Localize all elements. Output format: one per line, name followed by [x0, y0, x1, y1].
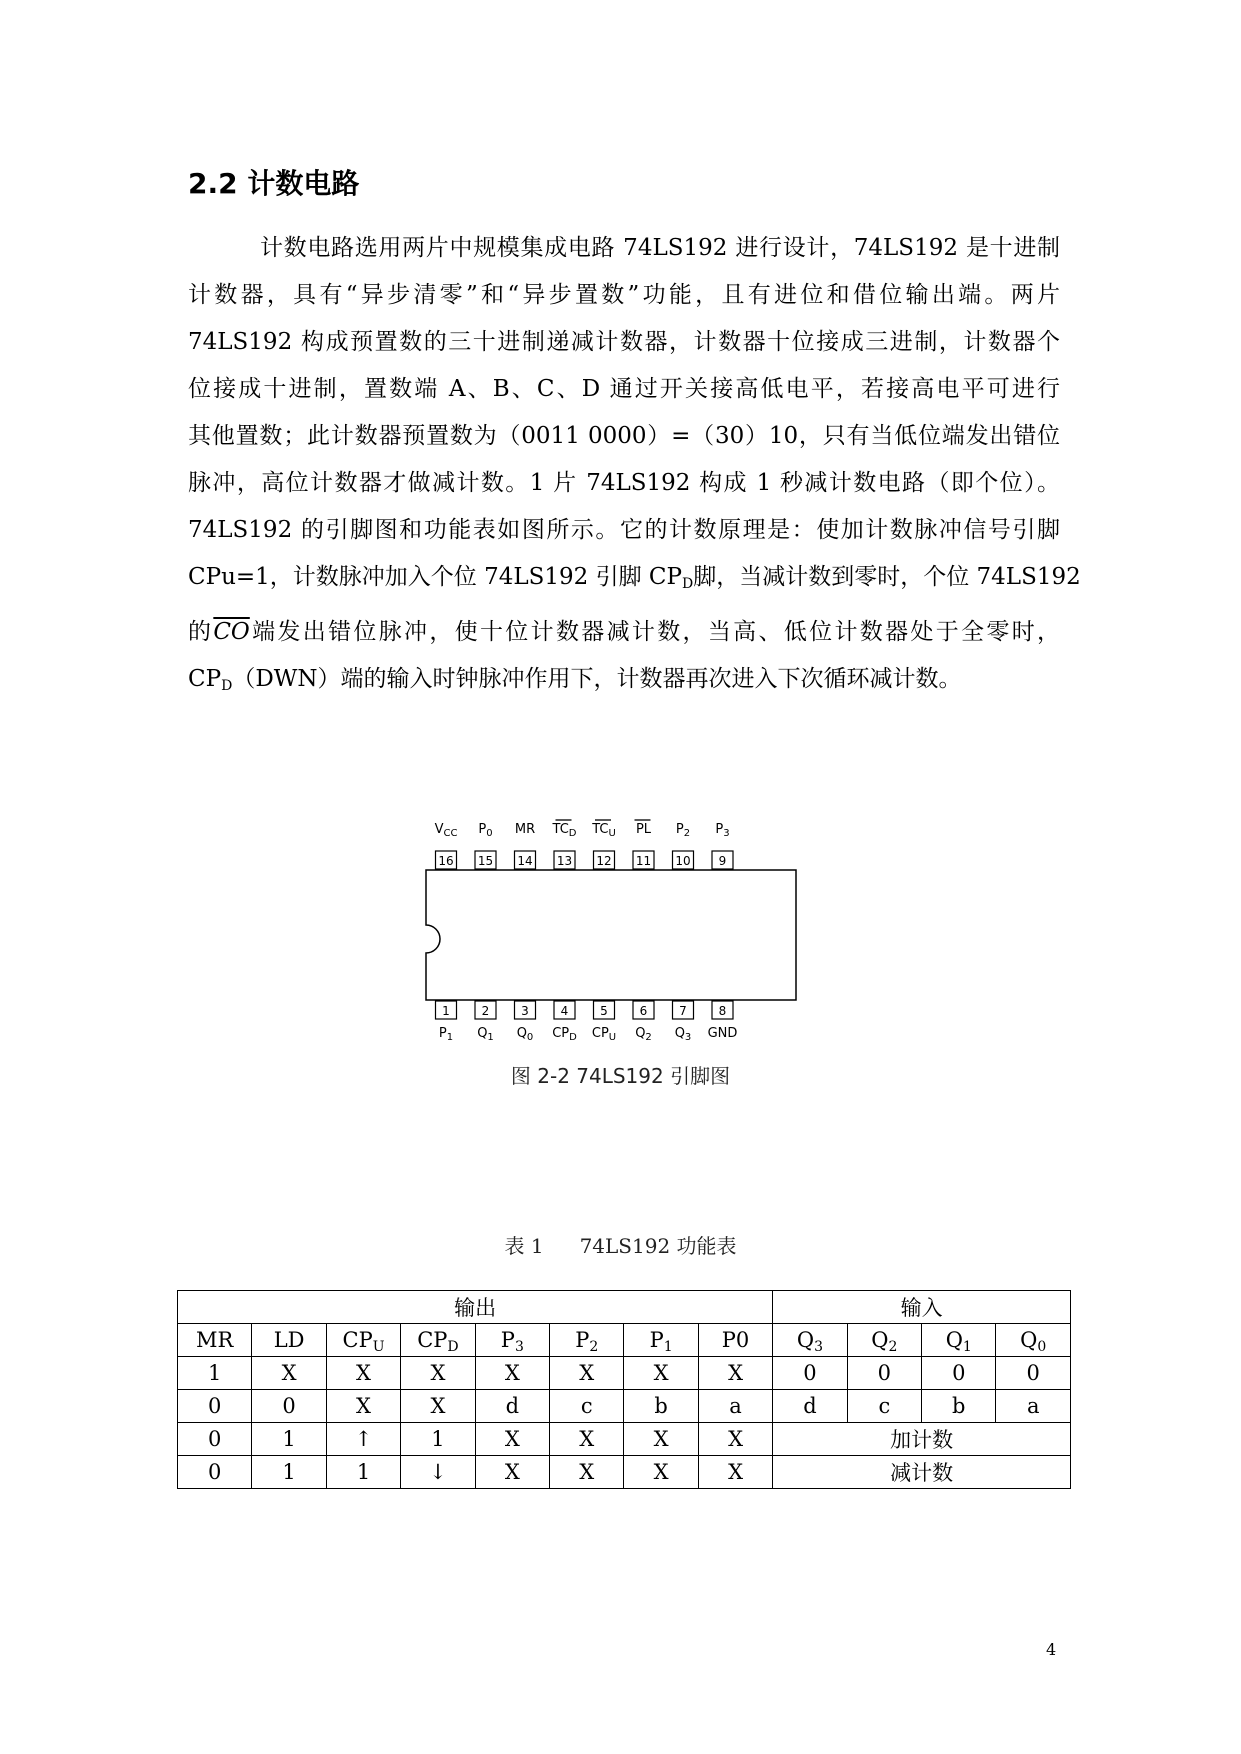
- column-header: $Q_3$: [773, 1324, 847, 1357]
- pin-label: $TC_D$: [552, 822, 577, 839]
- group-header-left: 输出: [178, 1291, 773, 1324]
- column-header: $Q_1$: [922, 1324, 996, 1357]
- table-cell: X: [252, 1357, 326, 1390]
- subscript: D: [447, 1339, 459, 1355]
- table-cell: 1: [252, 1423, 326, 1456]
- table-cell-merged: 减计数: [773, 1456, 1071, 1489]
- text-run: （DWN）端的输入时钟脉冲作用下，计数器再次进入下次循环减计数。: [232, 666, 962, 692]
- pin-number: 16: [438, 854, 454, 868]
- text-run: 脚，当减计数到零时，个位 74LS192: [693, 564, 1081, 590]
- pin-number: 4: [560, 1004, 569, 1018]
- text-run: 的: [188, 619, 214, 645]
- table-cell: 1: [252, 1456, 326, 1489]
- pin-number: 14: [517, 854, 533, 868]
- paragraph-line: 脉冲，高位计数器才做减计数。1 片 74LS192 构成 1 秒减计数电路（即个位）。: [188, 470, 1060, 496]
- table-cell: X: [550, 1423, 624, 1456]
- subscript: 2: [589, 1339, 599, 1355]
- co-overline-symbol: $\overline{CO}$: [213, 619, 250, 645]
- table-cell: X: [326, 1357, 400, 1390]
- subscript: 1: [962, 1339, 972, 1355]
- paragraph-line: 计数电路选用两片中规模集成电路 74LS192 进行设计，74LS192 是十进制: [260, 235, 1060, 261]
- chip-body: [426, 870, 796, 1000]
- table-row: [178, 1456, 1071, 1489]
- column-header: $Q_0$: [996, 1324, 1071, 1357]
- table-cell: X: [475, 1357, 549, 1390]
- subscript: 2: [888, 1339, 898, 1355]
- table-cell: d: [475, 1390, 549, 1423]
- table-cell: b: [624, 1390, 698, 1423]
- figure-caption: 图 2-2 74LS192 引脚图: [510, 1064, 731, 1088]
- table-cell: X: [475, 1423, 549, 1456]
- table-group-row: [178, 1291, 1071, 1324]
- table-cell: 0: [178, 1390, 252, 1423]
- column-header: P0: [698, 1324, 772, 1357]
- group-header-right: 输入: [773, 1291, 1071, 1324]
- column-header: MR: [178, 1324, 252, 1357]
- table-cell: X: [401, 1390, 475, 1423]
- pin-label: $Q_2$: [635, 1026, 652, 1043]
- table-cell: 0: [773, 1357, 847, 1390]
- table-cell: X: [401, 1357, 475, 1390]
- table-row: [178, 1390, 1071, 1423]
- table-cell: X: [326, 1390, 400, 1423]
- section-title: 2.2 计数电路: [188, 167, 360, 200]
- column-header: $P_3$: [475, 1324, 549, 1357]
- text-run: CP: [188, 666, 222, 692]
- pin-label: $CP_U$: [591, 1026, 617, 1043]
- text-run: CPu=1，计数脉冲加入个位 74LS192 引脚 CP: [188, 564, 682, 590]
- pinout-diagram: [420, 815, 820, 1045]
- paragraph-line: 其他置数；此计数器预置数为（0011 0000）=（30）10，只有当低位端发出错位: [188, 423, 1060, 449]
- pin-number: 5: [600, 1004, 608, 1018]
- table-cell: 1: [326, 1456, 400, 1489]
- table-caption: [0, 1230, 1241, 1259]
- table-header-row: [178, 1324, 1071, 1357]
- pin-label: GND: [707, 1026, 738, 1041]
- table-cell: 0: [922, 1357, 996, 1390]
- pin-number: 3: [521, 1004, 529, 1018]
- table-cell: X: [475, 1456, 549, 1489]
- column-header: LD: [252, 1324, 326, 1357]
- table-cell: ↓: [401, 1456, 475, 1489]
- subscript: 3: [514, 1339, 524, 1355]
- table-cell: 1: [178, 1357, 252, 1390]
- pin-number: 13: [556, 854, 573, 868]
- column-header: $CP_D$: [401, 1324, 475, 1357]
- pin-label: $Q_3$: [674, 1026, 692, 1043]
- paragraph-line: 位接成十进制，置数端 A、B、C、D 通过开关接高低电平，若接高电平可进行: [188, 376, 1060, 402]
- table-cell: X: [698, 1423, 772, 1456]
- table-cell: X: [624, 1357, 698, 1390]
- subscript: 3: [814, 1339, 824, 1355]
- table-cell: 0: [178, 1456, 252, 1489]
- table-cell: X: [550, 1456, 624, 1489]
- paragraph-line: 计数器，具有“异步清零”和“异步置数”功能，且有进位和借位输出端。两片: [188, 282, 1060, 308]
- pin-number: 9: [718, 854, 727, 868]
- subscript: 1: [663, 1339, 673, 1355]
- table-cell: 0: [252, 1390, 326, 1423]
- pin-label: $P_0$: [478, 822, 493, 839]
- paragraph-line: 74LS192 的引脚图和功能表如图所示。它的计数原理是：使加计数脉冲信号引脚: [188, 517, 1060, 543]
- table-cell: X: [550, 1357, 624, 1390]
- pin-label: $Q_1$: [477, 1026, 494, 1043]
- chip-svg: [420, 815, 820, 1045]
- table-caption-title: 74LS192 功能表: [579, 1234, 737, 1258]
- column-header: $CP_U$: [326, 1324, 400, 1357]
- function-table: [177, 1290, 1071, 1489]
- pin-number: 7: [679, 1004, 687, 1018]
- table-cell: X: [624, 1456, 698, 1489]
- pin-label: $Q_0$: [516, 1026, 534, 1043]
- table-row: [178, 1357, 1071, 1390]
- table-cell-merged: 加计数: [773, 1423, 1071, 1456]
- table-cell: 0: [996, 1357, 1071, 1390]
- table-cell: c: [550, 1390, 624, 1423]
- column-header: $P_1$: [624, 1324, 698, 1357]
- pin-number: 6: [639, 1004, 648, 1018]
- pin-label: PL: [635, 822, 652, 837]
- pin-number: 10: [675, 854, 691, 868]
- table-cell: a: [996, 1390, 1071, 1423]
- table-cell: 0: [847, 1357, 921, 1390]
- pin-label: MR: [514, 822, 536, 837]
- text-run: 端发出错位脉冲，使十位计数器减计数，当高、低位计数器处于全零时，: [249, 619, 1061, 645]
- table-cell: a: [698, 1390, 772, 1423]
- table-caption-number: 表 1: [504, 1234, 544, 1258]
- pin-number: 12: [596, 854, 612, 868]
- pin-label: $TC_U$: [592, 822, 616, 839]
- table-cell: 0: [178, 1423, 252, 1456]
- subscript: D: [221, 678, 233, 694]
- pin-label: $P_1$: [438, 1026, 454, 1043]
- paragraph-line: [188, 601, 1060, 656]
- paragraph-line: [188, 554, 1081, 601]
- pin-number: 8: [718, 1004, 727, 1018]
- paragraph-line: 74LS192 构成预置数的三十进制递减计数器，计数器十位接成三进制，计数器个: [188, 329, 1060, 355]
- table-cell: d: [773, 1390, 847, 1423]
- subscript: U: [372, 1339, 385, 1355]
- pin-label: $P_3$: [715, 822, 730, 839]
- table-row: [178, 1423, 1071, 1456]
- pin-label: $P_2$: [675, 822, 691, 839]
- table-cell: X: [698, 1456, 772, 1489]
- table-cell: c: [847, 1390, 921, 1423]
- pin-label: $V_{CC}$: [434, 822, 458, 839]
- column-header: $P_2$: [550, 1324, 624, 1357]
- column-header: $Q_2$: [847, 1324, 921, 1357]
- table-cell: X: [624, 1423, 698, 1456]
- pin-number: 11: [635, 854, 652, 868]
- pin-number: 1: [442, 1004, 450, 1018]
- table-cell: 1: [401, 1423, 475, 1456]
- table-cell: X: [698, 1357, 772, 1390]
- subscript: 0: [1037, 1339, 1047, 1355]
- body-paragraph: [188, 225, 1081, 703]
- subscript: D: [682, 576, 694, 592]
- table-cell: ↑: [326, 1423, 400, 1456]
- pin-label: $CP_D$: [552, 1026, 577, 1043]
- table-cell: b: [922, 1390, 996, 1423]
- page-number: 4: [1046, 1640, 1057, 1659]
- paragraph-line: [188, 656, 1060, 703]
- pin-number: 15: [477, 854, 494, 868]
- pin-number: 2: [481, 1004, 490, 1018]
